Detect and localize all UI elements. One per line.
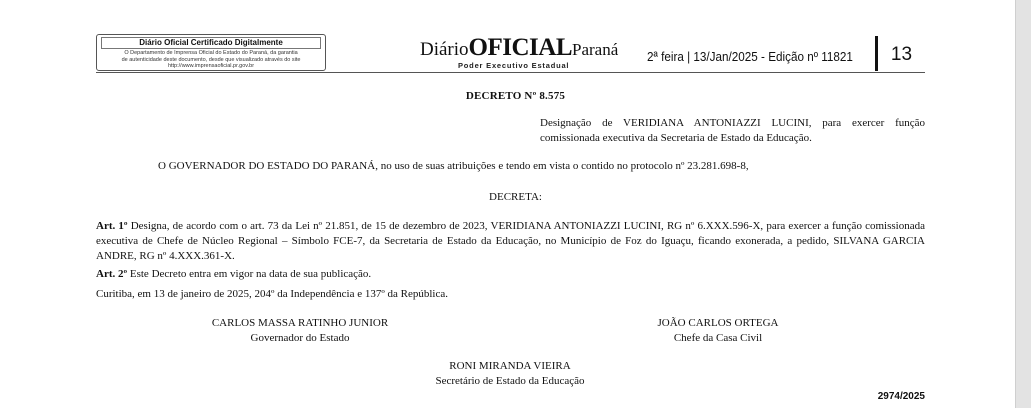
- certificate-line-1: O Departamento de Imprensa Oficial do Estado do Paraná, da garantia: [124, 50, 298, 56]
- masthead-word-oficial: OFICIAL: [468, 34, 573, 61]
- issue-date-edition: 2ª feira | 13/Jan/2025 - Edição nº 11821: [647, 49, 853, 64]
- header-divider: [96, 72, 925, 73]
- signature-civil-house: [618, 316, 818, 346]
- signature-education-role: Secretário de Estado da Educação: [435, 375, 585, 387]
- place-and-date: Curitiba, em 13 de janeiro de 2025, 204º da Independência e 137º da República.: [96, 288, 448, 300]
- article-2: [96, 268, 371, 280]
- masthead-subtitle: Poder Executivo Estadual: [458, 61, 570, 70]
- page-number: 13: [890, 44, 913, 65]
- decree-title: DECRETO Nº 8.575: [465, 90, 566, 102]
- signature-education: [380, 359, 640, 389]
- certificate-line-2: de autenticidade deste documento, desde que visualizado através do site: [121, 56, 301, 63]
- signature-civil-house-role: Chefe da Casa Civil: [673, 332, 763, 344]
- decreta-heading: DECRETA:: [489, 191, 542, 203]
- signature-governor-role: Governador do Estado: [250, 332, 350, 344]
- certificate-title: Diário Oficial Certificado Digitalmente: [101, 37, 321, 49]
- signature-governor: [200, 316, 400, 346]
- signature-governor-name: CARLOS MASSA RATINHO JUNIOR: [211, 317, 389, 329]
- article-1-label: Art. 1º: [96, 220, 128, 232]
- article-2-label: Art. 2º: [96, 268, 128, 280]
- signature-civil-house-name: JOÃO CARLOS ORTEGA: [657, 317, 779, 329]
- masthead-word-parana: Paraná: [572, 40, 619, 59]
- article-2-text: Este Decreto entra em vigor na data de sua publicação.: [127, 268, 372, 280]
- certificate-url: http://www.imprensaoficial.pr.gov.br: [167, 63, 255, 69]
- masthead-logo: [420, 34, 618, 72]
- signature-education-name: RONI MIRANDA VIEIRA: [449, 360, 571, 372]
- right-edge-strip: [1015, 0, 1031, 408]
- decree-preamble: O GOVERNADOR DO ESTADO DO PARANÁ, no uso de suas atribuições e tendo em vista o contido no protocolo nº 23.281.698-8,: [158, 160, 749, 172]
- decree-ementa: Designação de VERIDIANA ANTONIAZZI LUCINI, para exercer função comissionada executiva da Secretaria de Estado da Educação.: [540, 117, 925, 144]
- article-1-text: Designa, de acordo com o art. 73 da Lei nº 21.851, de 15 de dezembro de 2023, VERIDIANA ANTONIAZZI LUCINI, RG nº 6.XXX.596-X, para exercer a função comissionada executiva de Chefe de Núcleo Regional – Símbolo FCE-7, da Secretaria de Estado da Educação, no Município de Foz do Iguaçu, ficando exonerada, a pedido, SILVANA GARCIA ANDRE, RG nº 4.XXX.361-X.: [96, 220, 925, 262]
- masthead-word-diario: Diário: [420, 39, 469, 60]
- digital-certificate-box: [96, 34, 326, 71]
- document-id: 2974/2025: [877, 391, 925, 402]
- article-1: [96, 219, 925, 264]
